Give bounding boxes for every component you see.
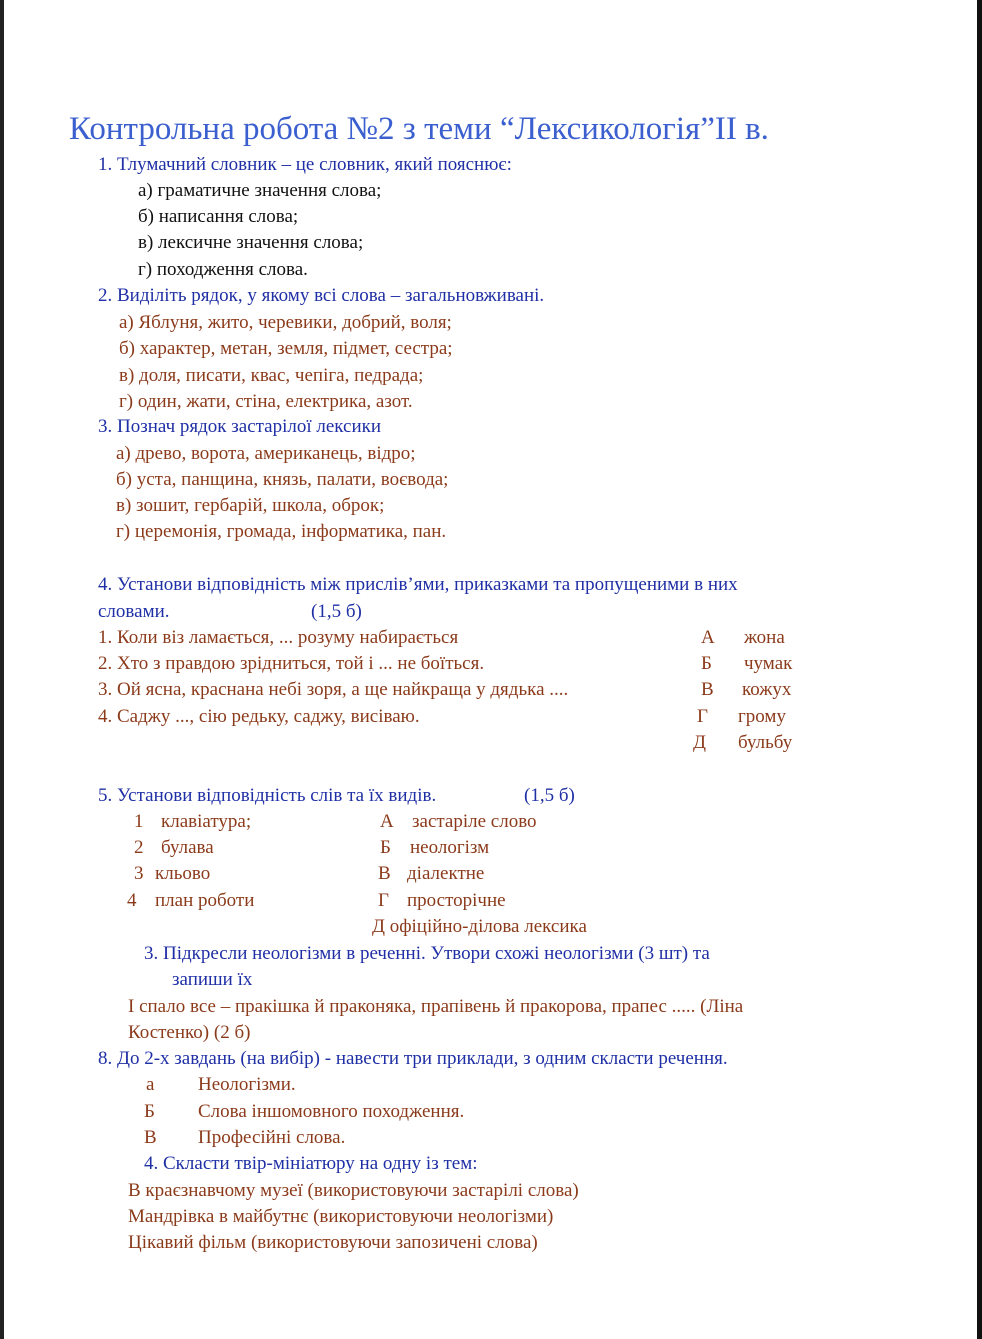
q4-letter-e: Д bbox=[693, 732, 706, 753]
q6-question-line1: 3. Підкресли неологізми в реченні. Утвори схожі неологізми (3 шт) та bbox=[144, 943, 710, 964]
q4-answer-e: бульбу bbox=[738, 732, 793, 753]
q8-letter-a: а bbox=[146, 1074, 155, 1095]
q4-item-1: 1. Коли віз ламається, ... розуму набирається bbox=[98, 627, 459, 648]
q5-letter-d: Г bbox=[378, 890, 389, 911]
q8-question: 8. До 2-х завдань (на вибір) - навести три приклади, з одним скласти речення. bbox=[98, 1048, 728, 1069]
q1-option-b: б) написання слова; bbox=[138, 206, 299, 227]
q4-answer-b: чумак bbox=[744, 653, 793, 674]
q5-number-4: 4 bbox=[127, 890, 137, 911]
q4-letter-d: Г bbox=[697, 706, 708, 727]
q5-word-4: план роботи bbox=[155, 890, 255, 911]
q8-option-b: Слова іншомовного походження. bbox=[198, 1101, 465, 1122]
q5-number-3: 3 bbox=[134, 863, 144, 884]
q1-option-a: а) граматичне значення слова; bbox=[138, 180, 382, 201]
q2-option-a: а) Яблуня, жито, черевики, добрий, воля; bbox=[119, 312, 452, 333]
q5-letter-a: А bbox=[380, 811, 394, 832]
q4-answer-a: жона bbox=[744, 627, 785, 648]
q6-text-line1: І спало все – пракішка й праконяка, прапівень й пракорова, прапес ..... (Ліна bbox=[128, 996, 744, 1017]
q2-option-b: б) характер, метан, земля, підмет, сестра; bbox=[119, 338, 453, 359]
q5-type-a: застаріле слово bbox=[412, 811, 537, 832]
q8-letter-c: В bbox=[144, 1127, 157, 1148]
q2-option-d: г) один, жати, стіна, електрика, азот. bbox=[119, 391, 413, 412]
q6-question-line2: запиши їх bbox=[172, 969, 253, 990]
q8-option-c: Професійні слова. bbox=[198, 1127, 346, 1148]
page-title: Контрольна робота №2 з теми “Лексикологія”ІІ в. bbox=[69, 111, 769, 147]
q4-question-line1: 4. Установи відповідність між прислів’ями, приказками та пропущеними в них bbox=[98, 574, 738, 595]
q5-letter-b: Б bbox=[380, 837, 391, 858]
q6-text-line2: Костенко) (2 б) bbox=[128, 1022, 251, 1043]
q5-word-3: кльово bbox=[155, 863, 211, 884]
q5-number-2: 2 bbox=[134, 837, 144, 858]
q2-question: 2. Виділіть рядок, у якому всі слова – загальновживані. bbox=[98, 285, 545, 306]
q4-answer-c: кожух bbox=[742, 679, 792, 700]
q4-letter-b: Б bbox=[701, 653, 712, 674]
q5-question: 5. Установи відповідність слів та їх видів. bbox=[98, 785, 437, 806]
q5-extra-option: Д офіційно-ділова лексика bbox=[372, 916, 587, 937]
q1-option-c: в) лексичне значення слова; bbox=[138, 232, 364, 253]
q9-topic-2: Мандрівка в майбутнє (використовуючи неологізми) bbox=[128, 1206, 554, 1227]
q3-option-a: а) древо, ворота, американець, відро; bbox=[116, 443, 416, 464]
q5-number-1: 1 bbox=[134, 811, 144, 832]
q4-points: (1,5 б) bbox=[311, 601, 362, 622]
q4-letter-c: В bbox=[701, 679, 714, 700]
q1-question: 1. Тлумачний словник – це словник, який пояснює: bbox=[98, 154, 512, 175]
q5-points: (1,5 б) bbox=[524, 785, 575, 806]
right-border bbox=[977, 0, 982, 1339]
q5-letter-c: В bbox=[378, 863, 391, 884]
q3-option-d: г) церемонія, громада, інформатика, пан. bbox=[116, 521, 447, 542]
q4-item-2: 2. Хто з правдою зрідниться, той і ... не боїться. bbox=[98, 653, 485, 674]
q8-letter-b: Б bbox=[144, 1101, 155, 1122]
q5-word-2: булава bbox=[161, 837, 214, 858]
q5-type-b: неологізм bbox=[410, 837, 490, 858]
q9-topic-1: В краєзнавчому музеї (використовуючи застарілі слова) bbox=[128, 1180, 579, 1201]
q5-type-c: діалектне bbox=[407, 863, 485, 884]
q4-answer-d: грому bbox=[738, 706, 786, 727]
document-page bbox=[4, 0, 977, 1339]
q1-option-d: г) походження слова. bbox=[138, 259, 308, 280]
q3-option-c: в) зошит, гербарій, школа, оброк; bbox=[116, 495, 385, 516]
q2-option-c: в) доля, писати, квас, чепіга, педрада; bbox=[119, 365, 424, 386]
q5-word-1: клавіатура; bbox=[161, 811, 252, 832]
q4-item-4: 4. Саджу ..., сію редьку, саджу, висіваю. bbox=[98, 706, 420, 727]
q9-topic-3: Цікавий фільм (використовуючи запозичені слова) bbox=[128, 1232, 538, 1253]
q3-question: 3. Познач рядок застарілої лексики bbox=[98, 416, 382, 437]
q3-option-b: б) уста, панщина, князь, палати, воєвода; bbox=[116, 469, 449, 490]
q4-letter-a: А bbox=[701, 627, 715, 648]
q4-item-3: 3. Ой ясна, краснана небі зоря, а ще найкраща у дядька .... bbox=[98, 679, 569, 700]
q8-option-a: Неологізми. bbox=[198, 1074, 296, 1095]
q9-question: 4. Скласти твір-мініатюру на одну із тем: bbox=[144, 1153, 478, 1174]
q4-question-line2: словами. bbox=[98, 601, 170, 622]
q5-type-d: просторічне bbox=[407, 890, 506, 911]
